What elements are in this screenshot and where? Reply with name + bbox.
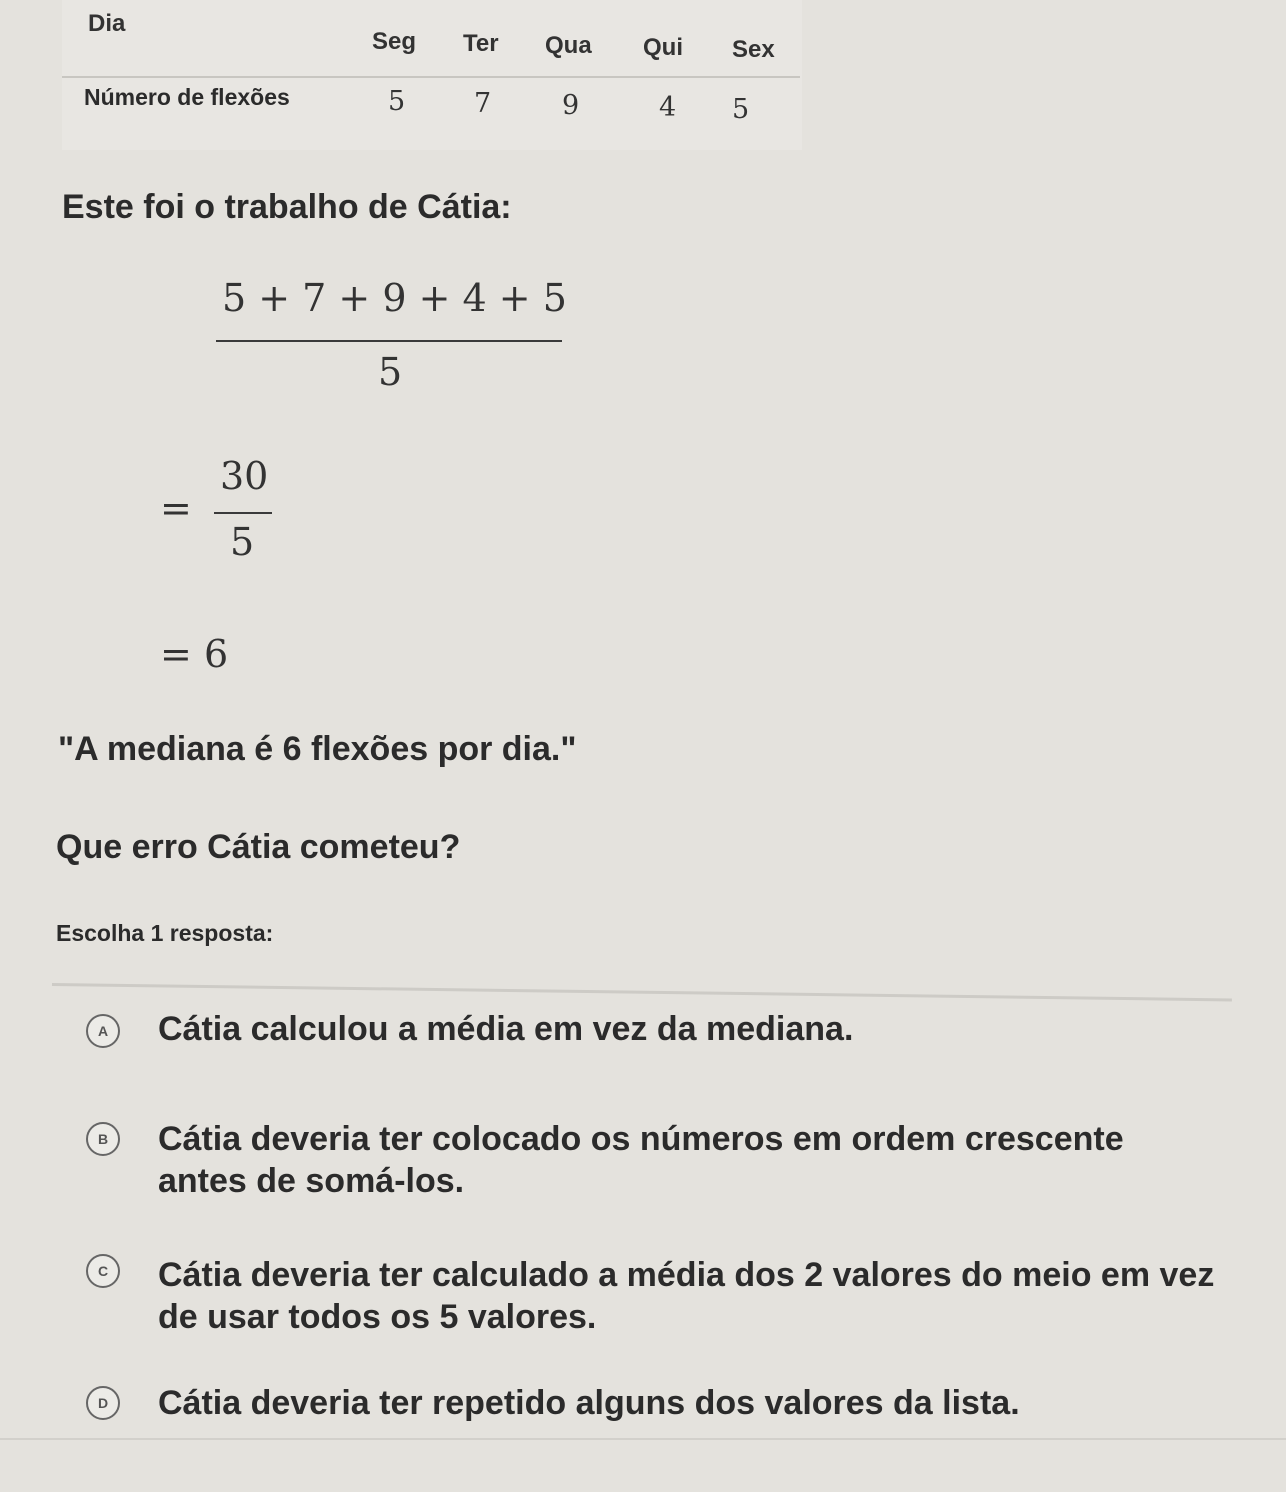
work-denominator: 5 [378, 350, 403, 394]
table-divider [62, 76, 800, 78]
table-header-ter: Ter [463, 30, 499, 57]
table-header-qui: Qui [643, 34, 683, 61]
fraction-bar-1 [216, 340, 562, 342]
table-header-seg: Seg [372, 28, 417, 55]
equals-sign-2: = [160, 632, 192, 676]
option-d-circle-icon[interactable]: D [86, 1386, 120, 1420]
table-value-seg: 5 [388, 86, 406, 117]
options-separator [52, 983, 1232, 1001]
option-d-text[interactable]: Cátia deveria ter repetido alguns dos valores da lista. [158, 1384, 1020, 1422]
data-table [62, 0, 802, 150]
equals-sign-1: = [160, 486, 192, 530]
table-value-qua: 9 [562, 90, 580, 121]
table-value-sex: 5 [732, 94, 750, 125]
work-sum: 30 [220, 454, 269, 498]
table-value-qui: 4 [659, 92, 677, 123]
bottom-divider [0, 1438, 1286, 1440]
option-a-circle-icon[interactable]: A [86, 1014, 120, 1048]
question-text: Que erro Cátia cometeu? [56, 828, 461, 866]
table-row-label: Número de flexões [84, 84, 290, 110]
intro-text: Este foi o trabalho de Cátia: [62, 188, 512, 226]
option-c-circle-icon[interactable]: C [86, 1254, 120, 1288]
option-b-circle-icon[interactable]: B [86, 1122, 120, 1156]
work-sum-denominator: 5 [230, 520, 255, 564]
claim-text: "A mediana é 6 flexões por dia." [58, 730, 577, 768]
fraction-bar-2 [214, 512, 272, 514]
work-numerator: 5 + 7 + 9 + 4 + 5 [222, 276, 567, 320]
instruction-text: Escolha 1 resposta: [56, 920, 274, 946]
table-header-sex: Sex [732, 36, 775, 63]
option-c-text[interactable]: Cátia deveria ter calculado a média dos 2 valores do meio em vez de usar todos os 5 valores. [158, 1256, 1215, 1336]
option-a-text[interactable]: Cátia calculou a média em vez da mediana. [158, 1010, 854, 1048]
table-value-ter: 7 [474, 88, 492, 119]
work-result: 6 [204, 632, 229, 676]
table-header-dia: Dia [88, 10, 126, 37]
table-header-qua: Qua [545, 32, 592, 59]
option-b-text[interactable]: Cátia deveria ter colocado os números em ordem crescente antes de somá-los. [158, 1120, 1124, 1200]
